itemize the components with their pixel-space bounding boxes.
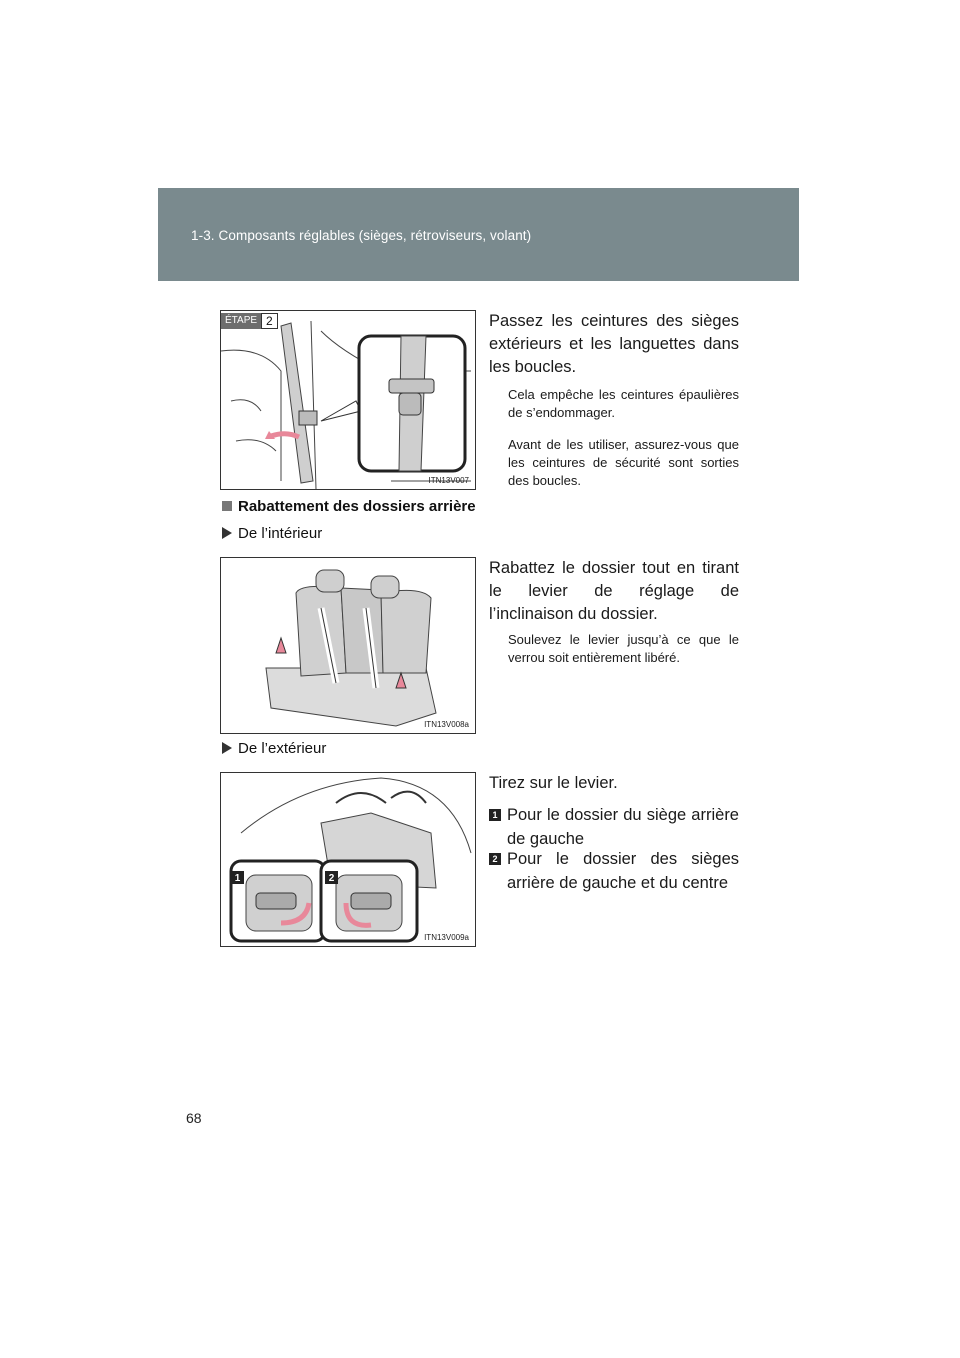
- step-label: ÉTAPE: [221, 313, 261, 329]
- svg-text:1: 1: [234, 873, 241, 884]
- page-number: 68: [186, 1110, 202, 1126]
- list-item-text: Pour le dossier du siège arrière de gauche: [507, 806, 739, 848]
- figure-code: ITN13V007: [428, 476, 469, 485]
- seatbelt-illustration: [221, 311, 475, 489]
- number-2-icon: 2: [489, 853, 501, 865]
- exterior-label: De l’extérieur: [238, 740, 327, 757]
- triangle-bullet-icon: [222, 527, 232, 539]
- interior-figure: [220, 557, 476, 734]
- section-title-text: Rabattement des dossiers arrière: [238, 498, 476, 515]
- number-1-icon: 1: [489, 809, 501, 821]
- triangle-bullet-icon: [222, 742, 232, 754]
- exterior-figure: [220, 772, 476, 947]
- step-note-1: Cela empêche les ceintures épaulières de s’endommager.: [508, 387, 739, 420]
- square-bullet-icon: [222, 501, 232, 511]
- step-number: 2: [261, 313, 278, 329]
- step-note-2: Avant de les utiliser, assurez-vous que les ceintures de sécurité sont sorties des boucles.: [508, 437, 739, 488]
- interior-label: De l’intérieur: [238, 525, 323, 542]
- list-item-text: Pour le dossier des sièges arrière de gauche et du centre: [507, 850, 739, 892]
- exterior-instruction: Tirez sur le levier.: [489, 774, 618, 792]
- cargo-area-illustration: [221, 773, 475, 946]
- interior-instruction: Rabattez le dossier tout en tirant le levier de réglage de l’inclinaison du dossier.: [489, 559, 739, 623]
- exterior-subheading: [222, 740, 326, 757]
- interior-note: Soulevez le levier jusqu’à ce que le verrou soit entièrement libéré.: [508, 632, 739, 665]
- figure-code: ITN13V009a: [424, 933, 469, 942]
- interior-subheading: [222, 525, 322, 542]
- list-item: [489, 847, 739, 895]
- step-instruction: Passez les ceintures des sièges extérieurs et les languettes dans les boucles.: [489, 312, 739, 376]
- section-heading: [222, 498, 476, 515]
- svg-text:2: 2: [328, 873, 335, 884]
- chapter-header: [158, 188, 799, 281]
- list-item: [489, 803, 739, 851]
- seatbelt-figure: [220, 310, 476, 490]
- rear-seat-illustration: [221, 558, 475, 733]
- chapter-title: 1-3. Composants réglables (sièges, rétroviseurs, volant): [191, 228, 532, 243]
- step-badge: [221, 313, 278, 329]
- figure-code: ITN13V008a: [424, 720, 469, 729]
